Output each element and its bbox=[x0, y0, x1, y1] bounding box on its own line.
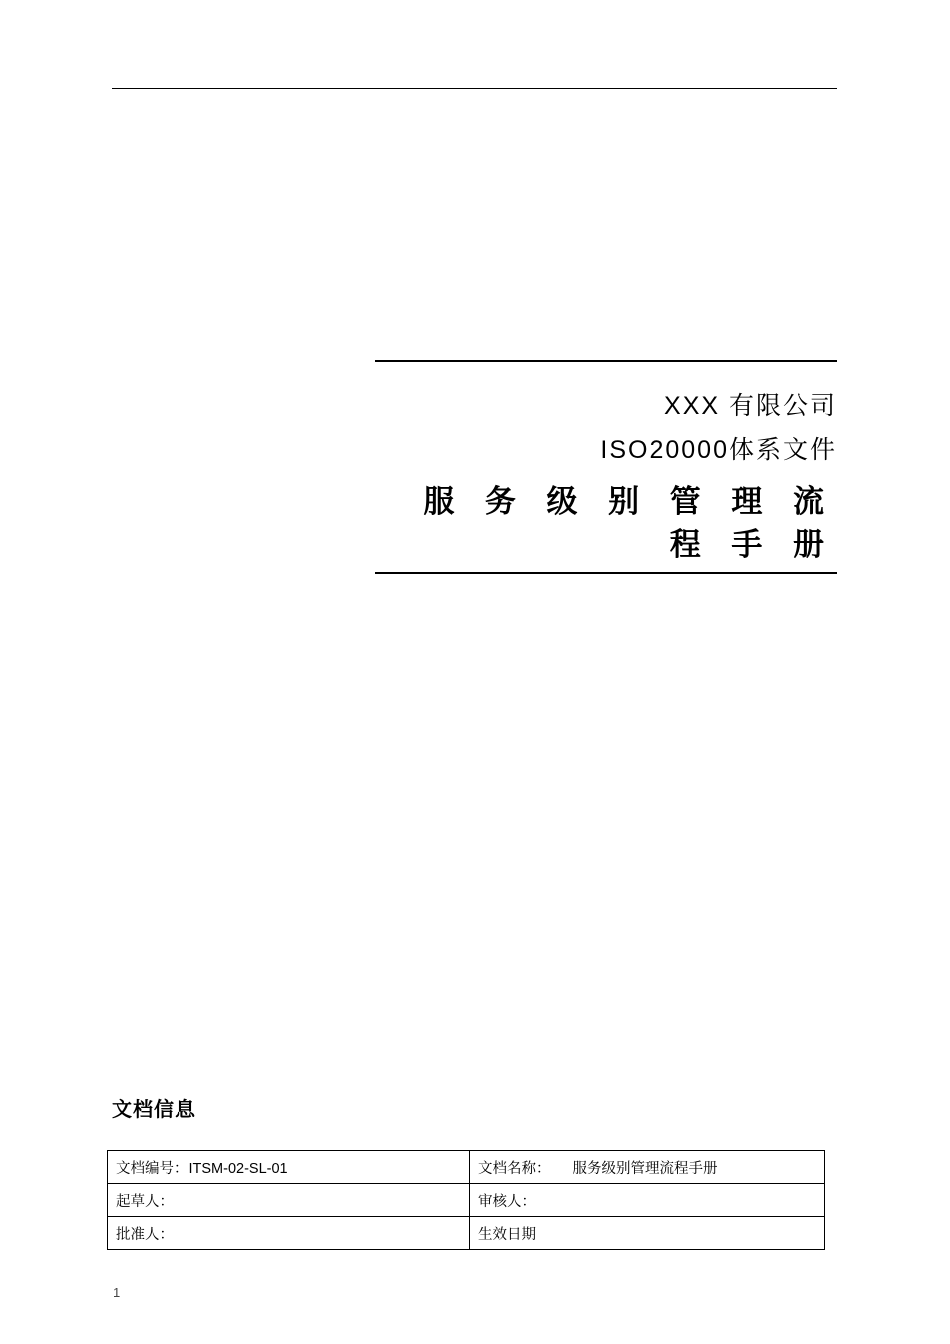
header-divider bbox=[112, 88, 837, 89]
doc-name-value: 服务级别管理流程手册 bbox=[572, 1160, 718, 1177]
table-row bbox=[108, 1184, 825, 1217]
document-title: 服 务 级 别 管 理 流 程 手 册 bbox=[423, 483, 835, 562]
title-top-divider bbox=[375, 360, 837, 362]
reviewer-label: 审核人： bbox=[477, 1193, 536, 1210]
effective-date-cell bbox=[469, 1217, 824, 1250]
drafter-label: 起草人： bbox=[116, 1193, 174, 1210]
doc-number-value: ITSM-02-SL-01 bbox=[188, 1160, 288, 1177]
table-row bbox=[108, 1151, 825, 1184]
page-number: 1 bbox=[113, 1285, 121, 1300]
doc-number-cell bbox=[108, 1151, 470, 1184]
standard-name: ISO20000体系文件 bbox=[600, 435, 837, 464]
doc-info-table bbox=[107, 1150, 825, 1250]
approver-cell bbox=[108, 1217, 470, 1250]
effective-date-label: 生效日期 bbox=[477, 1226, 536, 1243]
cover-title-block bbox=[375, 360, 837, 574]
company-name: XXX 有限公司 bbox=[664, 392, 837, 420]
doc-name-cell bbox=[469, 1151, 824, 1184]
title-bottom-divider bbox=[375, 572, 837, 574]
doc-number-label: 文档编号： bbox=[116, 1160, 189, 1177]
approver-label: 批准人： bbox=[116, 1226, 174, 1243]
reviewer-cell bbox=[469, 1184, 824, 1217]
drafter-cell bbox=[108, 1184, 470, 1217]
table-row bbox=[108, 1217, 825, 1250]
doc-info-heading: 文档信息 bbox=[112, 1099, 196, 1121]
doc-name-label: 文档名称： bbox=[477, 1160, 551, 1177]
